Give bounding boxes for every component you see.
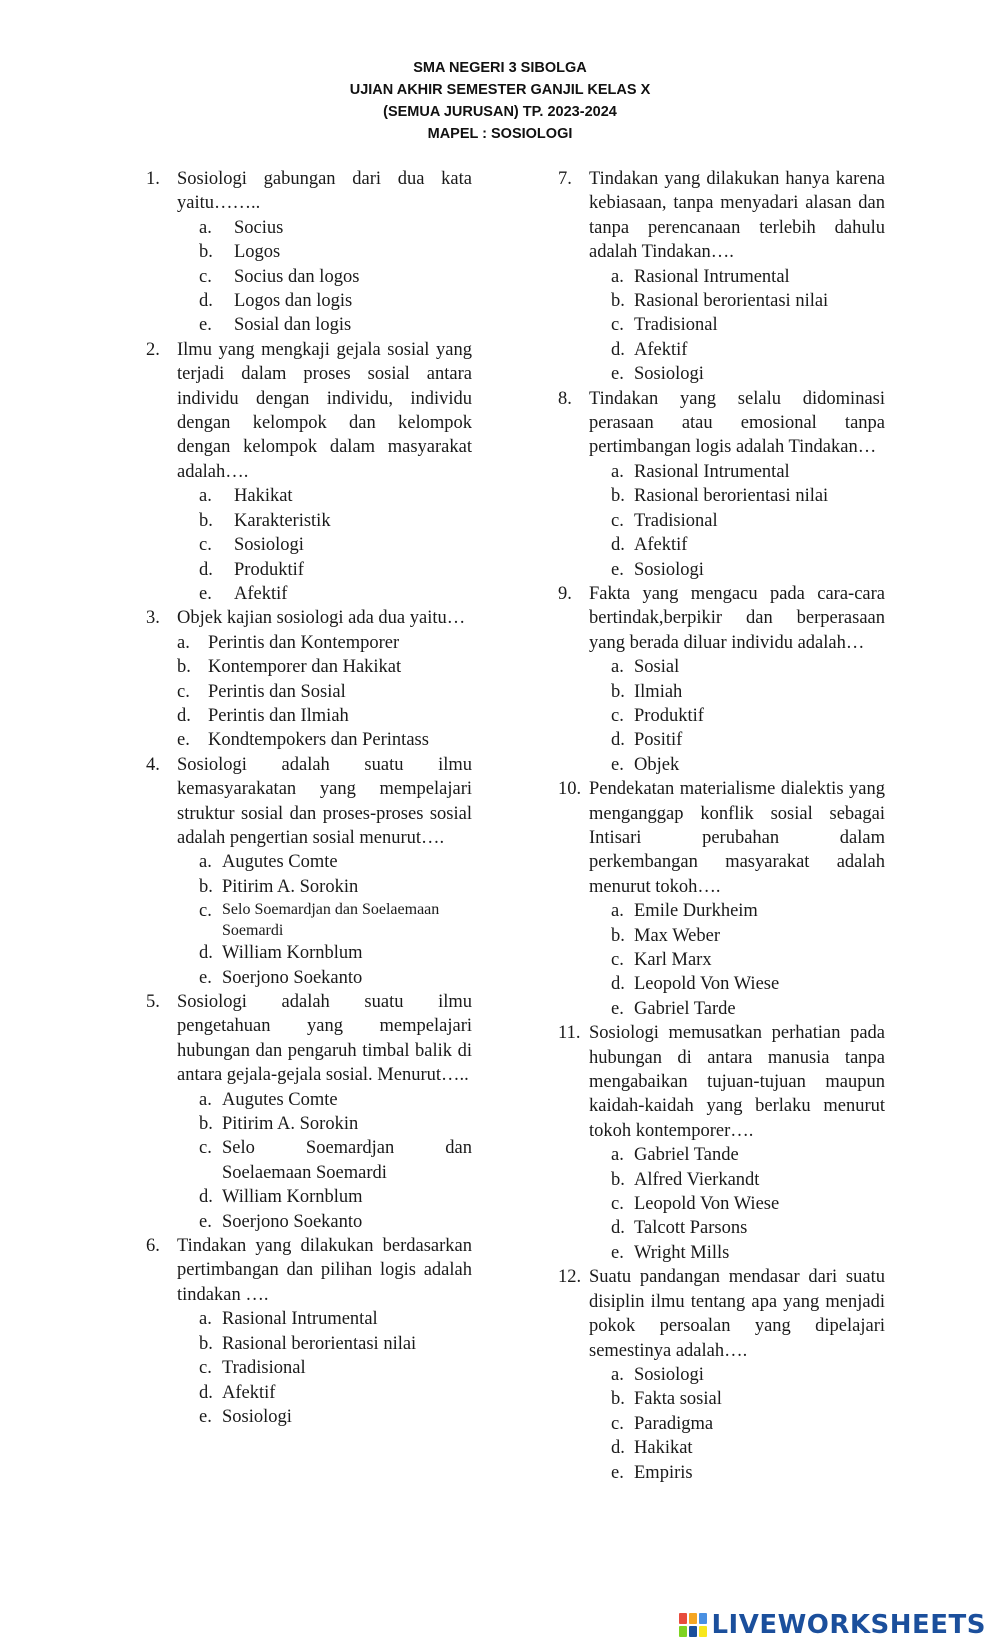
question-text: Sosiologi gabungan dari dua kata yaitu…….. (177, 169, 472, 214)
option-text: William Kornblum (222, 943, 363, 964)
option-text: Alfred Vierkandt (634, 1169, 760, 1190)
option-text: Rasional berorientasi nilai (634, 291, 829, 312)
answer-option (177, 216, 472, 240)
option-list (589, 655, 885, 777)
option-letter: c. (611, 705, 624, 726)
option-letter: a. (611, 1145, 624, 1166)
option-text: Hakikat (234, 486, 293, 507)
option-text: Paradigma (634, 1413, 714, 1434)
option-list (177, 631, 472, 753)
question-number: 1. (146, 169, 160, 189)
question-number: 12. (558, 1267, 582, 1288)
option-text: Augutes Comte (222, 1089, 338, 1110)
answer-option (177, 899, 472, 941)
liveworksheets-logo-icon (679, 1613, 707, 1637)
question-text: Objek kajian sosiologi ada dua yaitu… (177, 608, 466, 629)
answer-option (177, 966, 472, 990)
question-text: Sosiologi memusatkan perhatian pada hubungan di antara manusia tanpa mengabaikan tujuan-tujuan maupun kaidah-kaidah yang berlaku menurut tokoh kontemporer…. (589, 1023, 885, 1141)
answer-option (177, 1332, 472, 1356)
option-letter: e. (199, 1406, 212, 1427)
answer-option (177, 631, 472, 655)
option-letter: a. (611, 901, 624, 922)
answer-option (589, 1216, 885, 1240)
logo-square (679, 1613, 687, 1624)
option-letter: d. (177, 705, 191, 726)
option-list (589, 265, 885, 387)
option-letter: e. (611, 754, 624, 775)
option-text: Pitirim A. Sorokin (222, 876, 359, 897)
option-letter: d. (611, 730, 625, 751)
option-text: Ilmiah (634, 681, 683, 702)
option-text: Perintis dan Ilmiah (208, 705, 349, 726)
option-text: Tradisional (634, 510, 718, 531)
answer-option (589, 509, 885, 533)
option-text: Kontemporer dan Hakikat (208, 657, 402, 678)
option-text: Sosiologi (222, 1406, 292, 1427)
question-1 (146, 167, 472, 338)
question-text: Tindakan yang dilakukan hanya karena kebiasaan, tanpa menyadari alasan dan tanpa perencanaan terlebih dahulu adalah Tindakan…. (589, 169, 885, 263)
question-number: 7. (558, 169, 572, 189)
answer-option (589, 753, 885, 777)
option-text: Karl Marx (634, 950, 712, 970)
option-letter: a. (199, 1089, 212, 1110)
option-letter: c. (199, 1358, 212, 1379)
option-text: Rasional berorientasi nilai (634, 486, 829, 507)
option-text: Selo Soemardjan dan Soelaemaan Soemardi (222, 901, 440, 940)
option-letter: e. (611, 364, 624, 385)
right-column (558, 167, 885, 1485)
question-2 (146, 338, 472, 606)
option-letter: c. (199, 535, 212, 556)
option-letter: a. (611, 1364, 624, 1385)
question-9 (558, 582, 885, 777)
option-text: Afektif (634, 535, 688, 556)
option-letter: d. (199, 943, 213, 964)
option-letter: c. (199, 266, 212, 287)
answer-option (177, 941, 472, 965)
option-letter: d. (611, 1438, 625, 1459)
answer-option (589, 313, 885, 337)
option-text: Sosiologi (634, 1364, 704, 1385)
answer-option (177, 850, 472, 874)
option-letter: b. (177, 657, 191, 678)
option-text: Logos (234, 242, 281, 263)
answer-option (177, 655, 472, 679)
answer-option (589, 533, 885, 557)
question-5 (146, 990, 472, 1234)
question-number: 6. (146, 1236, 160, 1257)
option-text: Perintis dan Sosial (208, 681, 346, 702)
option-letter: a. (199, 852, 212, 873)
question-text: Sosiologi adalah suatu ilmu pengetahuan yang mempelajari hubungan dan pengaruh timbal balik di antara gejala-gejala sosial. Menurut….. (177, 992, 472, 1086)
option-list (177, 1088, 472, 1234)
answer-option (177, 484, 472, 508)
option-text: Rasional Intrumental (634, 461, 790, 482)
answer-option (177, 1381, 472, 1405)
answer-option (177, 533, 472, 557)
question-12 (558, 1265, 885, 1485)
question-number: 5. (146, 992, 160, 1012)
option-text: Soerjono Soekanto (222, 967, 363, 988)
answer-option (177, 1405, 472, 1429)
option-letter: b. (199, 1114, 213, 1135)
option-text: Selo Soemardjan dan (222, 1138, 472, 1159)
option-text: Empiris (634, 1462, 693, 1483)
question-3 (146, 606, 472, 752)
option-text: Sosiologi (634, 559, 704, 580)
option-text: Augutes Comte (222, 852, 338, 873)
answer-option (589, 728, 885, 752)
option-letter: e. (199, 1211, 212, 1232)
question-10 (558, 777, 885, 1021)
option-text: Sosiologi (234, 535, 304, 556)
option-letter: b. (611, 486, 625, 507)
answer-option (177, 1088, 472, 1112)
option-letter: b. (611, 681, 625, 702)
option-text: Soerjono Soekanto (222, 1211, 363, 1232)
option-text: Gabriel Tarde (634, 998, 736, 1019)
exam-title: UJIAN AKHIR SEMESTER GANJIL KELAS X (349, 82, 651, 98)
option-text-continued: Soelaemaan Soemardi (222, 1162, 387, 1183)
option-letter: b. (611, 291, 625, 312)
option-text: William Kornblum (222, 1187, 363, 1208)
question-8 (558, 387, 885, 582)
answer-option (589, 997, 885, 1021)
option-letter: c. (611, 315, 624, 336)
answer-option (589, 338, 885, 362)
answer-option (177, 728, 472, 752)
option-letter: a. (611, 461, 624, 482)
option-list (589, 1363, 885, 1485)
option-text: Socius (234, 217, 284, 238)
option-text: Sosial dan logis (234, 315, 352, 336)
question-text: Ilmu yang mengkaji gejala sosial yang terjadi dalam proses sosial antara individu dengan individu, individu dengan kelompok dan kelompok dengan kelompok dalam masyarakat adalah…. (177, 339, 472, 482)
option-letter: c. (611, 510, 624, 531)
option-letter: b. (199, 1333, 213, 1354)
answer-option (177, 313, 472, 337)
question-number: 8. (558, 388, 572, 409)
question-text: Fakta yang mengacu pada cara-cara bertindak,berpikir dan berperasaan yang berada diluar individu adalah… (589, 583, 885, 653)
exam-scope: (SEMUA JURUSAN) TP. 2023-2024 (383, 104, 617, 120)
answer-option (589, 924, 885, 948)
option-text: Wright Mills (634, 1242, 730, 1263)
option-text: Sosiologi (634, 364, 704, 385)
option-letter: e. (611, 1242, 624, 1263)
answer-option (177, 265, 472, 289)
option-letter: b. (199, 510, 213, 531)
question-7 (558, 167, 885, 387)
option-text: Karakteristik (234, 510, 331, 531)
answer-option (177, 1185, 472, 1209)
option-letter: a. (611, 657, 624, 678)
option-text: Afektif (634, 339, 688, 360)
option-text: Sosial (634, 657, 680, 678)
question-number: 2. (146, 339, 160, 360)
question-6 (146, 1234, 472, 1429)
option-text: Logos dan logis (234, 291, 353, 312)
answer-option (589, 1143, 885, 1167)
option-text: Rasional berorientasi nilai (222, 1333, 417, 1354)
option-list (589, 1143, 885, 1265)
logo-square (699, 1613, 707, 1624)
option-text: Tradisional (222, 1358, 306, 1379)
question-text: Suatu pandangan mendasar dari suatu disiplin ilmu tentang apa yang menjadi pokok persoalan yang dipelajari semestinya adalah…. (589, 1267, 885, 1361)
answer-option (589, 972, 885, 996)
answer-option (589, 558, 885, 582)
option-letter: e. (611, 998, 624, 1019)
option-letter: c. (199, 901, 212, 922)
answer-option (177, 582, 472, 606)
option-letter: c. (199, 1138, 212, 1159)
option-text: Produktif (634, 705, 704, 726)
answer-option (177, 240, 472, 264)
option-letter: a. (199, 486, 212, 507)
option-text: Rasional Intrumental (634, 266, 790, 287)
option-letter: e. (199, 315, 212, 336)
answer-option (589, 1168, 885, 1192)
option-letter: b. (611, 1169, 625, 1190)
brand-name: LIVEWORKSHEETS (711, 1610, 986, 1640)
question-number: 3. (146, 608, 160, 629)
question-text: Tindakan yang selalu didominasi perasaan atau emosional tanpa pertimbangan logis adalah Tindakan… (589, 388, 885, 458)
option-letter: d. (611, 339, 625, 360)
option-letter: b. (199, 876, 213, 897)
answer-option (177, 558, 472, 582)
question-text: Tindakan yang dilakukan berdasarkan pertimbangan dan pilihan logis adalah tindakan …. (177, 1236, 472, 1305)
logo-square (689, 1626, 697, 1637)
option-letter: e. (199, 967, 212, 988)
option-letter: e. (199, 583, 212, 604)
option-letter: d. (611, 1218, 625, 1239)
option-list (177, 216, 472, 338)
option-text: Leopold Von Wiese (634, 1194, 780, 1215)
option-text: Objek (634, 754, 680, 775)
answer-option (589, 1387, 885, 1411)
answer-option (589, 1192, 885, 1216)
answer-option (589, 899, 885, 923)
option-letter: d. (611, 974, 625, 995)
answer-option (177, 680, 472, 704)
answer-option (177, 1356, 472, 1380)
option-letter: b. (611, 1389, 625, 1410)
option-text: Socius dan logos (234, 266, 360, 287)
answer-option (589, 948, 885, 972)
option-text: Produktif (234, 559, 304, 580)
answer-option (177, 509, 472, 533)
option-list (177, 1307, 472, 1429)
answer-option (177, 1210, 472, 1234)
left-column (146, 167, 472, 1429)
question-text: Pendekatan materialisme dialektis yang menganggap konflik sosial sebagai Intisari perubahan dalam perkembangan masyarakat adalah menurut tokoh…. (589, 779, 885, 897)
option-text: Hakikat (634, 1438, 693, 1459)
option-letter: e. (611, 559, 624, 580)
option-text: Fakta sosial (634, 1389, 722, 1410)
option-letter: b. (611, 925, 625, 946)
page-header (0, 57, 1000, 145)
option-letter: c. (611, 1194, 624, 1215)
option-text: Afektif (222, 1382, 276, 1403)
school-name: SMA NEGERI 3 SIBOLGA (413, 60, 587, 76)
option-text: Gabriel Tande (634, 1145, 739, 1166)
question-text: Sosiologi adalah suatu ilmu kemasyarakatan yang mempelajari struktur sosial dan proses-proses sosial adalah pengertian sosial menurut…. (177, 754, 472, 848)
option-text: Pitirim A. Sorokin (222, 1114, 359, 1135)
option-letter: a. (199, 217, 212, 238)
option-text: Kondtempokers dan Perintass (208, 730, 429, 751)
option-list (177, 850, 472, 990)
option-letter: d. (611, 535, 625, 556)
question-number: 9. (558, 583, 572, 604)
option-letter: c. (611, 1413, 624, 1434)
question-number: 10. (558, 779, 582, 800)
question-4 (146, 753, 472, 990)
question-number: 11. (558, 1023, 581, 1044)
option-text: Leopold Von Wiese (634, 974, 780, 995)
answer-option (589, 1436, 885, 1460)
option-letter: d. (199, 1382, 213, 1403)
answer-option (589, 1241, 885, 1265)
option-letter: b. (199, 242, 213, 263)
logo-square (689, 1613, 697, 1624)
answer-option (589, 484, 885, 508)
option-text: Talcott Parsons (634, 1218, 748, 1239)
answer-option (177, 704, 472, 728)
answer-option (589, 1363, 885, 1387)
option-letter: c. (611, 950, 624, 970)
footer-brand (679, 1611, 986, 1639)
answer-option (589, 362, 885, 386)
answer-option (177, 1136, 472, 1185)
subject-label: MAPEL : SOSIOLOGI (427, 126, 573, 142)
option-list (589, 460, 885, 582)
option-letter: a. (177, 632, 190, 653)
option-letter: d. (199, 1187, 213, 1208)
answer-option (589, 1412, 885, 1436)
option-text: Emile Durkheim (634, 901, 758, 922)
option-list (589, 899, 885, 1021)
answer-option (589, 265, 885, 289)
question-number: 4. (146, 754, 160, 775)
answer-option (589, 460, 885, 484)
answer-option (589, 1461, 885, 1485)
option-text: Rasional Intrumental (222, 1309, 378, 1330)
answer-option (177, 875, 472, 899)
option-text: Afektif (234, 583, 288, 604)
option-letter: e. (177, 730, 190, 751)
option-letter: d. (199, 291, 213, 312)
answer-option (589, 680, 885, 704)
option-text: Tradisional (634, 315, 718, 336)
option-letter: a. (611, 266, 624, 287)
option-letter: d. (199, 559, 213, 580)
answer-option (177, 1307, 472, 1331)
logo-square (679, 1626, 687, 1637)
option-text: Positif (634, 730, 683, 751)
logo-square (699, 1626, 707, 1637)
option-letter: e. (611, 1462, 624, 1483)
answer-option (589, 704, 885, 728)
option-letter: a. (199, 1309, 212, 1330)
answer-option (589, 289, 885, 313)
answer-option (177, 1112, 472, 1136)
answer-option (177, 289, 472, 313)
option-text: Perintis dan Kontemporer (208, 632, 400, 653)
option-list (177, 484, 472, 606)
answer-option (589, 655, 885, 679)
option-letter: c. (177, 681, 190, 702)
question-11 (558, 1021, 885, 1265)
option-text: Max Weber (634, 925, 721, 946)
